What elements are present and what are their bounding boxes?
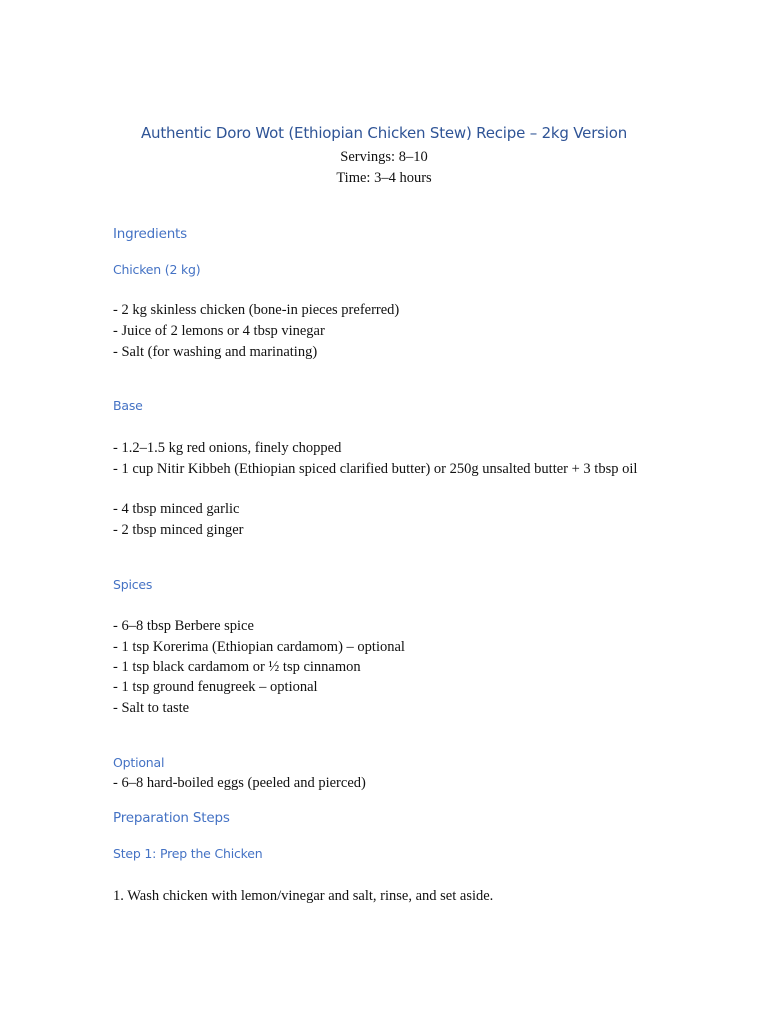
base-item: - 4 tbsp minced garlic [113, 501, 240, 517]
base-item: - 1 cup Nitir Kibbeh (Ethiopian spiced clarified butter) or 250g unsalted butter + 3 tbsp oil [113, 461, 638, 477]
ingredients-heading: Ingredients [113, 226, 187, 242]
optional-item: - 6–8 hard-boiled eggs (peeled and pierced) [113, 775, 366, 791]
time-text: Time: 3–4 hours [336, 170, 432, 186]
spices-item: - 6–8 tbsp Berbere spice [113, 618, 254, 634]
servings-text: Servings: 8–10 [340, 149, 428, 165]
document-title: Authentic Doro Wot (Ethiopian Chicken Stew) Recipe – 2kg Version [140, 124, 628, 142]
base-heading: Base [113, 398, 143, 413]
spices-item: - 1 tsp black cardamom or ½ tsp cinnamon [113, 659, 361, 675]
chicken-item: - Salt (for washing and marinating) [113, 344, 318, 360]
chicken-item: - 2 kg skinless chicken (bone-in pieces preferred) [113, 302, 400, 318]
chicken-item: - Juice of 2 lemons or 4 tbsp vinegar [113, 323, 325, 339]
spices-item: - 1 tsp ground fenugreek – optional [113, 679, 318, 695]
base-item: - 1.2–1.5 kg red onions, finely chopped [113, 440, 342, 456]
optional-heading: Optional [113, 755, 165, 770]
chicken-heading: Chicken (2 kg) [113, 262, 201, 277]
preparation-heading: Preparation Steps [113, 810, 230, 826]
spices-heading: Spices [113, 577, 153, 592]
step1-heading: Step 1: Prep the Chicken [113, 846, 263, 861]
spices-item: - Salt to taste [113, 700, 190, 716]
base-item: - 2 tbsp minced ginger [113, 522, 244, 538]
spices-item: - 1 tsp Korerima (Ethiopian cardamom) – optional [113, 639, 405, 655]
step1-item: 1. Wash chicken with lemon/vinegar and salt, rinse, and set aside. [113, 888, 494, 904]
